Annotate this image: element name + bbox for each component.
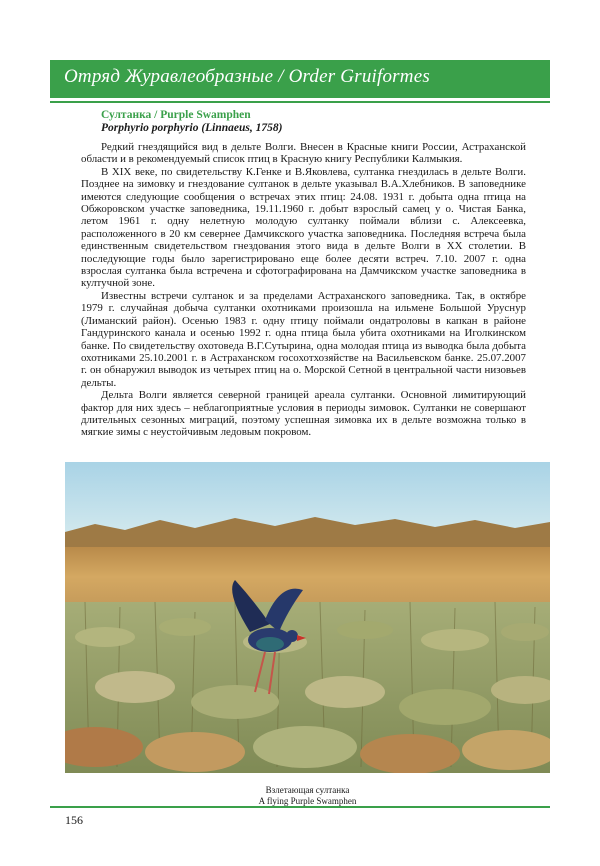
article-body (81, 141, 526, 439)
header-rule (50, 101, 550, 103)
reed-bed (65, 547, 550, 607)
photo-illustration (65, 462, 550, 773)
swamphen-photo (65, 462, 550, 773)
caption-en: A flying Purple Swamphen (258, 796, 357, 806)
caption-ru: Взлетающая султанка (265, 785, 350, 795)
paragraph-range: Дельта Волги является северной границей ареала султанки. Основной лимитирующий фактор для них здесь – неблагоприятные условия в периоды зимовок. Султанки не совершают длительных сезонных миграций, поэтому успешная зимовка их в дельте возможна только в мягкие зимы с неустойчивым ледовым покровом. (81, 389, 526, 439)
photo-caption (0, 785, 600, 807)
page-number: 156 (65, 813, 83, 827)
species-name: Султанка / Purple Swamphen (101, 109, 251, 121)
paragraph-history: В XIX веке, по свидетельству К.Генке и В.Яковлева, султанка гнездилась в дельте Волги. Позднее на зимовку и гнездование султанок в дельте указывал В.А.Хлебников. В заповеднике имеются следующие сообщения о встречах этих птиц: 24.08. 1931 г. добыта одна птица на Обжоровском участке заповедника, 19.11.1960 г. добыт взрослый самец у о. Чистая Банка, летом 1961 г. одну нелетную молодую султанку поймали вблизи с. Алексеевка, расположенного в 20 км севернее Дамчикского участка заповедника. Последняя встреча была единственным свидетельством гнездования этого вида в дельте Волги в XX столетии. В последующие годы было зарегистрировано еще более десяти встреч. 7.10. 2007 г. одна взрослая султанка была встречена и сфотографирована на Дамчикском участке заповедника в култучной зоне. (81, 165, 526, 290)
paragraph-outside-reserve: Известны встречи султанок и за пределами Астраханского заповедника. Так, в октябре 1979 г. случайная добыча султанки охотниками произошла на ильмене Большой Уруснур (Лиманский район). Осенью 1983 г. одну птицу поймали ондатроловы в капкан в районе Гандуринского канала и осенью 1992 г. одна птица была убита охотниками на Иголкинском банке. По свидетельству охотоведа В.Г.Сутырина, одна молодая птица из выводка была добыта охотниками 25.10.2001 г. в Астраханском госохотхозяйстве на Васильевском банке. 25.07.2007 г. он обнаружил выводок из четырех птиц на о. Морской Сетной в центральной части низовьев дельты. (81, 289, 526, 389)
chapter-title: Отряд Журавлеобразные / Order Gruiformes (64, 66, 430, 87)
paragraph-status: Редкий гнездящийся вид в дельте Волги. Внесен в Красные книги России, Астраханской области и в рекомендуемый список птиц в Красную книгу Республики Калмыкия. (81, 141, 526, 166)
footer-rule (50, 806, 550, 808)
species-latin-name: Porphyrio porphyrio (Linnaeus, 1758) (101, 122, 283, 134)
